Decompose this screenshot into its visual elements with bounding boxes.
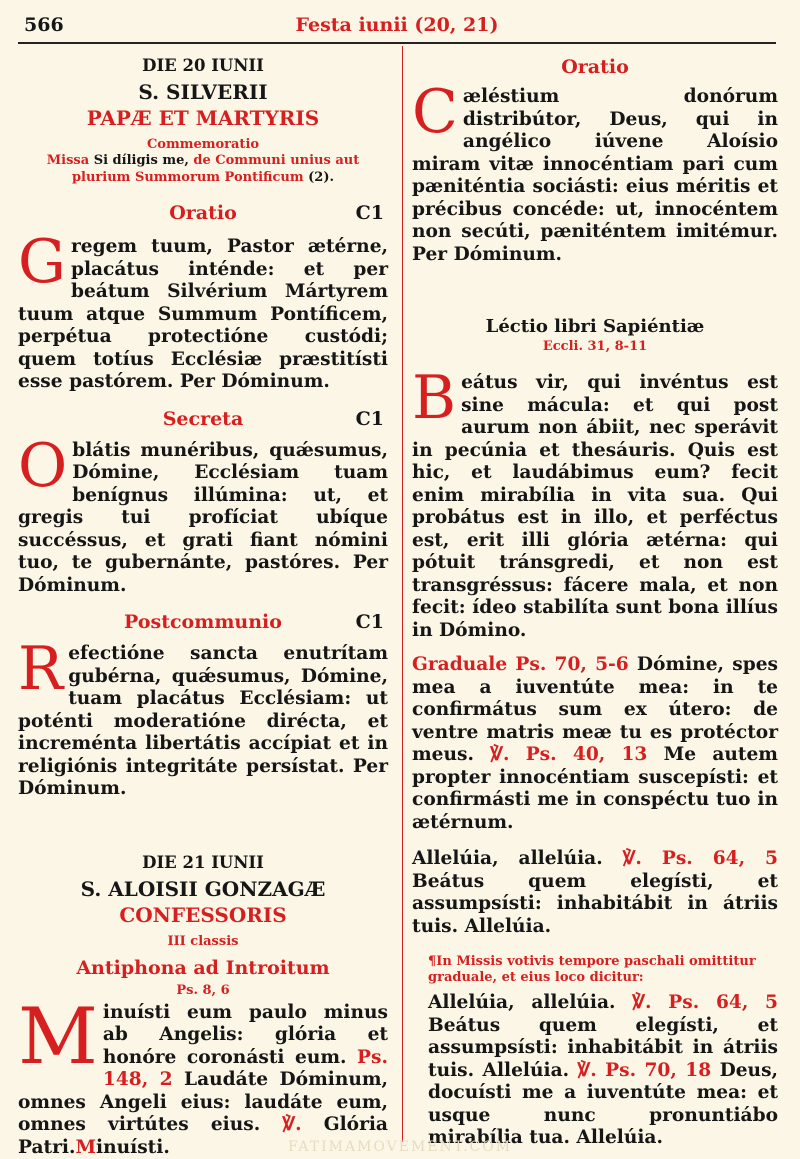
saint-aloysius-name: S. ALOISII GONZAGÆ <box>18 876 388 902</box>
introit-repeat-cap: M <box>75 1137 96 1158</box>
missa-ref: (2). <box>308 170 334 185</box>
saint-silverius-name: S. SILVERII <box>18 79 388 105</box>
oratio-body-right: æléstium donórum distribútor, Deus, qui in angélico iúvene Aloísio miram vitæ innocéntiam pari cum pæniténtia sociásti: eius méritis et précibus concéde: ut, innocéntem non secúti, pæniténtem imitémur. Per Dóminum. <box>412 86 778 265</box>
classis-label: III classis <box>18 934 388 949</box>
introit-repeat: inuísti. <box>96 1137 170 1158</box>
graduale-versicle: ℣. Ps. 40, 13 <box>490 744 647 765</box>
running-title: Festa iunii (20, 21) <box>18 14 776 36</box>
oratio-heading-right: Oratio <box>412 56 778 78</box>
versicle-symbol: ℣. <box>282 1114 301 1135</box>
commemoratio-label: Commemoratio <box>18 137 388 152</box>
secreta-body: blátis munéribus, quǽsumus, Dómine, Ecclésiam tuam benígnus illúmina: ut, et gregis tui profíciat ubíque succéssus, et grati fiant nómini tuo, te gubernánte, pastóres. Per Dóminum. <box>18 440 388 596</box>
secreta-class: C1 <box>356 408 384 430</box>
lectio-ref: Eccli. 31, 8-11 <box>412 339 778 354</box>
left-column <box>18 46 388 1146</box>
introit-body-b: Laudáte Dóminum, omnes Angeli eius: laudáte eum, omnes virtútes eius. <box>18 1069 388 1135</box>
graduale-text <box>412 654 778 834</box>
paschal-body-1: Beátus quem elegísti, et assumpsísti: inhabitábit in átriis tuis. Allelúia. <box>428 1015 778 1081</box>
graduale-label: Graduale Ps. 70, 5-6 <box>412 654 629 675</box>
alleluia-body: Beátus quem elegísti, et assumpsísti: inhabitábit in átriis tuis. Allelúia. <box>412 871 778 937</box>
postcommunio-class: C1 <box>356 611 384 633</box>
alleluia-text <box>412 848 778 938</box>
paschal-opening: Allelúia, allelúia. <box>428 992 616 1013</box>
dropcap-b: B <box>412 374 456 422</box>
dropcap-c: C <box>412 88 458 136</box>
secreta-title: Secreta <box>163 408 244 430</box>
secreta-heading <box>18 408 388 430</box>
postcommunio-text <box>18 643 388 801</box>
oratio-title-left: Oratio <box>169 202 237 224</box>
oratio-heading-left <box>18 202 388 224</box>
paschal-versicle-1: ℣. Ps. 64, 5 <box>632 992 778 1013</box>
missa-common: de Communi unius aut plurium Summorum Pontificum <box>72 153 359 185</box>
introit-body-a: inuísti eum paulo minus ab Angelis: glória et honóre coronásti eum. <box>103 1002 388 1068</box>
introit-psalm-ref: Ps. 148, 2 <box>103 1047 388 1091</box>
postcommunio-body: efectióne sancta enutrítam gubérna, quǽsumus, Dómine, tuam placátus Ecclésiam: ut poténti moderatióne diréctа, et increménta libertátis accípiat et in religiónis integritáte persístat. Per Dóminum. <box>18 643 388 799</box>
missa-incipit: Si díligis me, <box>94 153 189 168</box>
dropcap-o: O <box>18 442 67 490</box>
alleluia-versicle: ℣. Ps. 64, 5 <box>623 848 778 869</box>
dropcap-g: G <box>18 238 66 286</box>
alleluia-opening: Allelúia, allelúia. <box>412 848 603 869</box>
oratio-text-left <box>18 236 388 394</box>
missa-rubric <box>18 152 388 186</box>
graduale-body-a: Dómine, spes mea a iuventúte mea: in te confirmátus sum ex útero: de ventre matris meæ tu es protéctor meus. <box>412 654 778 765</box>
lectio-body: eátus vir, qui invéntus est sine mácula: et qui post aurum non ábiit, nec sperávit in pecúnia et thesáuris. Quis est hic, et laudábimus eum? fecit enim mirabília in vita sua. Qui probátus est in illo, et perféctus est, erit illi glória ætérna: qui pótuit tránsgredi, et non est transgréssus: fácere mala, et non fecit: ídeo stabilíta sunt bona illíus in Dómino. <box>412 372 778 641</box>
watermark: FATIMAMOVEMENT.COM <box>0 1139 800 1155</box>
gloria-patri: Glória Patri. <box>18 1114 388 1158</box>
page-number: 566 <box>24 14 64 36</box>
antiphona-ref: Ps. 8, 6 <box>18 983 388 998</box>
dropcap-r: R <box>18 645 63 693</box>
graduale-body-b: Me autem propter innocéntiam suscepísti: et confirmásti me in conspéctu tuo in ætérnum. <box>412 744 778 833</box>
saint-aloysius-title: CONFESSORIS <box>18 902 388 928</box>
right-column <box>412 46 778 1146</box>
day-heading-20: DIE 20 IUNII <box>18 56 388 75</box>
oratio-class-left: C1 <box>356 202 384 224</box>
oratio-body-left: regem tuum, Pastor ætérne, placátus inténde: et per beátum Silvérium Mártyrem tuum atque Summum Pontíficem, perpétua protectióne custódi; quem totíus Ecclésiæ præstitísti esse pastórem. Per Dóminum. <box>18 236 388 392</box>
lectio-heading: Léctio libri Sapiéntiæ <box>412 316 778 337</box>
postcommunio-heading <box>18 611 388 633</box>
paschal-versicle-2: ℣. Ps. 70, 18 <box>578 1060 712 1081</box>
day-heading-21: DIE 21 IUNII <box>18 853 388 872</box>
missa-word: Missa <box>47 153 89 168</box>
secreta-text <box>18 440 388 598</box>
postcommunio-title: Postcommunio <box>124 611 282 633</box>
paschal-alleluia <box>412 992 778 1150</box>
antiphona-heading: Antiphona ad Introitum <box>18 957 388 979</box>
paschal-body-2: Deus, docuísti me a iuventúte mea: et usque nunc pronuntiábo mirabília tua. Allelúia. <box>428 1060 778 1149</box>
introit-text <box>18 1002 388 1159</box>
saint-silverius-title: PAPÆ ET MARTYRIS <box>18 105 388 131</box>
header-rule <box>18 42 776 44</box>
dropcap-m: M <box>18 1004 98 1070</box>
lectio-text <box>412 372 778 642</box>
oratio-text-right <box>412 86 778 266</box>
column-divider <box>402 46 403 1142</box>
paschal-rubric: ¶In Missis votivis tempore paschali omittitur graduale, et eius loco dicitur: <box>412 954 778 986</box>
page-header <box>18 8 776 42</box>
